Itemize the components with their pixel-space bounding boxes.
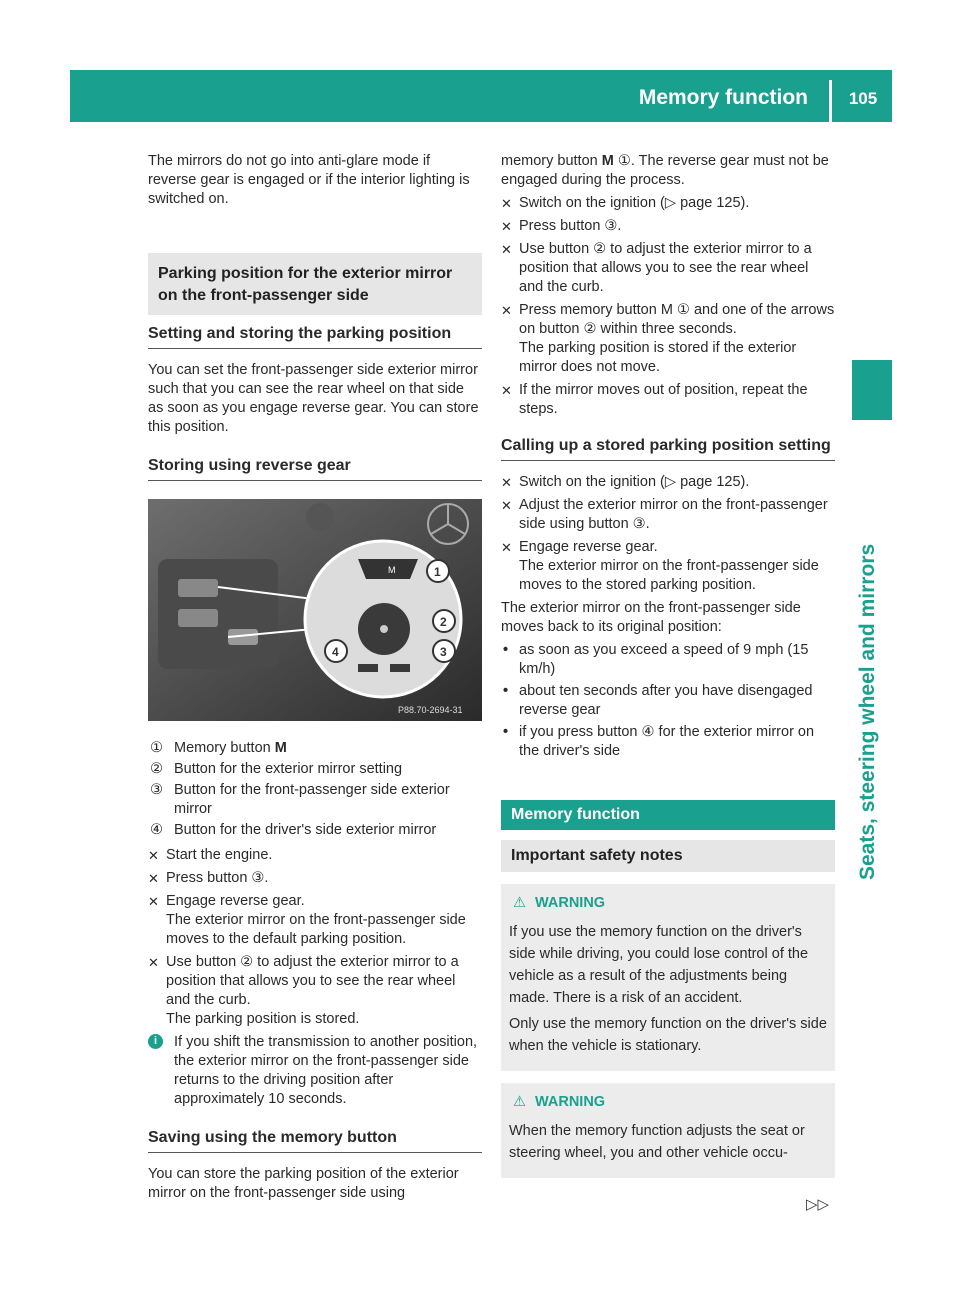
warning-icon: ⚠ — [513, 895, 526, 911]
step-arrow-icon: ✕ — [501, 383, 512, 398]
paragraph-moves-back: The exterior mirror on the front-passenger side moves back to its original position: — [501, 600, 801, 635]
paragraph-anti-glare: The mirrors do not go into anti-glare mode if reverse gear is engaged or if the interior lighting is switched on. — [148, 153, 470, 207]
paragraph-memory-intro: You can store the parking position of the exterior mirror on the front-passenger side using — [148, 1166, 459, 1201]
step-result: The exterior mirror on the front-passenger side moves to the stored parking position. — [519, 558, 819, 593]
continue-arrows-icon: ▷▷ — [806, 1196, 830, 1213]
step-arrow-icon: ✕ — [148, 894, 159, 909]
step-item: ✕ Switch on the ignition (▷ page 125). — [501, 195, 750, 211]
photo-code: P88.70-2694-31 — [398, 705, 463, 715]
header-divider — [829, 80, 832, 122]
step-item: ✕ Press memory button M ① and one of the arrows on button ② within three seconds. — [501, 302, 835, 337]
step-item: ✕ Start the engine. — [148, 847, 273, 863]
warning-box — [501, 884, 835, 1071]
warning-text: Only use the memory function on the driver's side when the vehicle is stationary. — [509, 1016, 827, 1054]
step-item: ✕ Press button ③. — [501, 218, 622, 234]
warning-title: ⚠ WARNING — [513, 1094, 606, 1110]
step-result: The exterior mirror on the front-passenger side moves to the default parking position. — [166, 912, 466, 947]
info-icon: i — [148, 1034, 163, 1049]
warning-box — [501, 1083, 835, 1178]
paragraph-memory-cont: memory button M ①. The reverse gear must not be engaged during the process. — [501, 153, 829, 188]
step-item: ✕ Switch on the ignition (▷ page 125). — [501, 474, 750, 490]
step-arrow-icon: ✕ — [501, 540, 512, 555]
bullet-item: • as soon as you exceed a speed of 9 mph (15 km/h) — [503, 642, 809, 677]
photo-label-m: M — [388, 565, 396, 575]
photo-callout-4: 4 — [332, 645, 339, 659]
bullet-item: • about ten seconds after you have disengaged reverse gear — [503, 683, 813, 718]
step-item: ✕ Adjust the exterior mirror on the front-passenger side using button ③. — [501, 497, 828, 532]
step-arrow-icon: ✕ — [501, 498, 512, 513]
heading-calling-up: Calling up a stored parking position setting — [501, 435, 835, 461]
step-arrow-icon: ✕ — [148, 955, 159, 970]
step-result: The parking position is stored if the exterior mirror does not move. — [519, 340, 797, 375]
warning-icon: ⚠ — [513, 1094, 526, 1110]
step-arrow-icon: ✕ — [501, 219, 512, 234]
section-title-memory: Memory function — [501, 800, 835, 830]
page-number: 105 — [848, 89, 878, 108]
warning-text: If you use the memory function on the driver's side while driving, you could lose control of the vehicle as a result of the adjustments being made. There is a risk of an accident. — [509, 924, 809, 1006]
bullet-item: • if you press button ④ for the exterior mirror on the driver's side — [503, 724, 815, 759]
step-arrow-icon: ✕ — [501, 475, 512, 490]
subsection-safety-notes: Important safety notes — [501, 840, 835, 872]
info-note: i If you shift the transmission to another position, the exterior mirror on the front-passenger side returns to the driving position after approximately 10 seconds. — [148, 1033, 482, 1109]
photo-callout-1: 1 — [434, 565, 441, 579]
step-item: ✕ If the mirror moves out of position, repeat the steps. — [501, 382, 808, 417]
step-item: ✕ Engage reverse gear. — [148, 893, 305, 909]
step-arrow-icon: ✕ — [501, 303, 512, 318]
heading-reverse-gear: Storing using reverse gear — [148, 455, 482, 481]
step-item: ✕ Use button ② to adjust the exterior mirror to a position that allows you to see the rear wheel and the curb. — [148, 954, 459, 1008]
legend-item: ③ Button for the front-passenger side exterior mirror — [150, 782, 450, 817]
step-arrow-icon: ✕ — [501, 242, 512, 257]
mirror-controls-photo — [148, 499, 482, 721]
legend-item: ④ Button for the driver's side exterior mirror — [150, 822, 437, 838]
left-column — [148, 152, 482, 1207]
photo-callout-2: 2 — [440, 615, 447, 629]
paragraph-parking-intro: You can set the front-passenger side exterior mirror such that you can see the rear wheel on that side as soon as you engage reverse gear. You can store this position. — [148, 362, 479, 435]
chapter-title: Seats, steering wheel and mirrors — [856, 543, 879, 880]
heading-memory-button: Saving using the memory button — [148, 1127, 482, 1153]
page-header — [70, 70, 892, 122]
step-item: ✕ Engage reverse gear. — [501, 539, 658, 555]
legend-item: ② Button for the exterior mirror setting — [150, 761, 403, 777]
legend-item: ① Memory button M — [150, 740, 287, 756]
warning-title: ⚠ WARNING — [513, 895, 606, 911]
photo-callout-3: 3 — [440, 645, 447, 659]
step-arrow-icon: ✕ — [501, 196, 512, 211]
page-title: Memory function — [638, 86, 808, 109]
section-heading-parking-position: Parking position for the exterior mirror on the front-passenger side — [148, 253, 482, 315]
chapter-tab — [852, 360, 892, 420]
right-column — [501, 152, 835, 1178]
step-item: ✕ Use button ② to adjust the exterior mirror to a position that allows you to see the rear wheel and the curb. — [501, 241, 812, 295]
step-arrow-icon: ✕ — [148, 848, 159, 863]
warning-text: When the memory function adjusts the seat or steering wheel, you and other vehicle occu- — [509, 1123, 805, 1161]
heading-setting-storing: Setting and storing the parking position — [148, 323, 482, 349]
step-arrow-icon: ✕ — [148, 871, 159, 886]
step-item: ✕ Press button ③. — [148, 870, 269, 886]
step-result: The parking position is stored. — [166, 1011, 360, 1027]
